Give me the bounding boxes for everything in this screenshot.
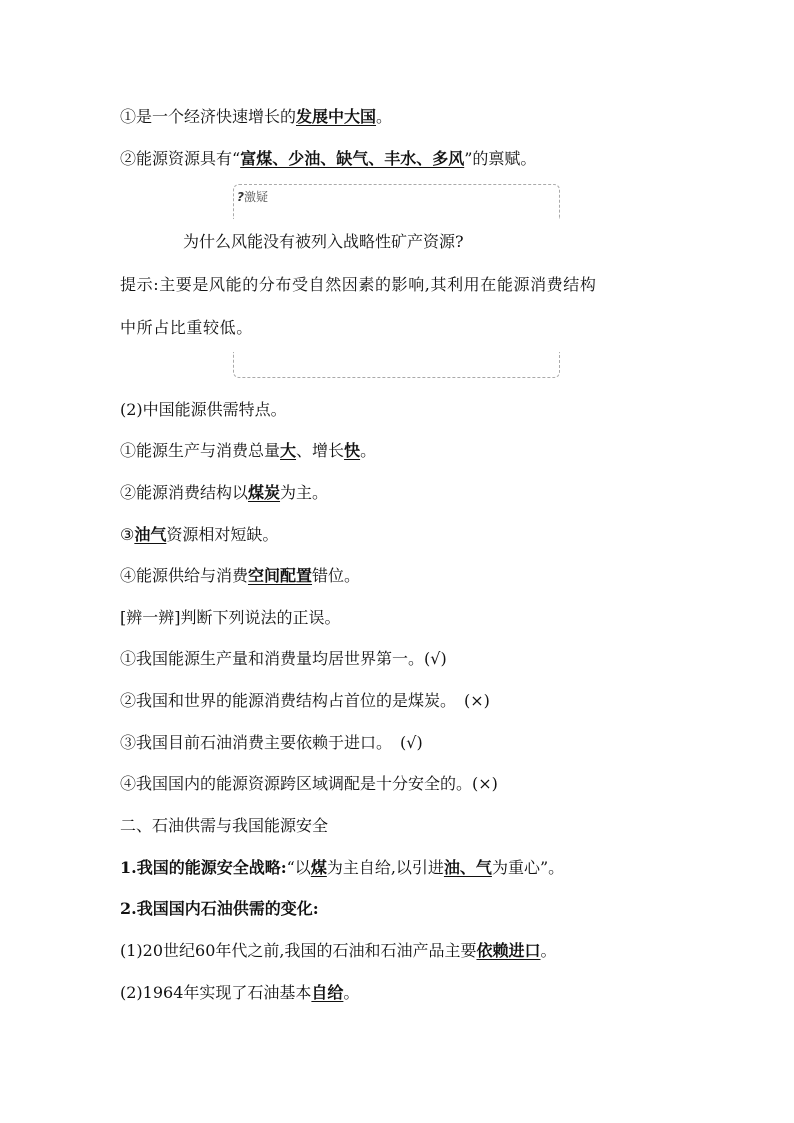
line-resource-endowment: ②能源资源具有“富煤、少油、缺气、丰水、多风”的禀赋。	[120, 149, 537, 168]
change-item-1: (1)20世纪60年代之前,我国的石油和石油产品主要依赖进口。	[120, 941, 557, 960]
key-term: 油气	[134, 525, 167, 544]
key-term: 空间配置	[248, 566, 313, 585]
point-1: ①能源生产与消费总量大、增长快。	[120, 441, 377, 460]
question-text: 为什么风能没有被列入战略性矿产资源?	[183, 232, 464, 251]
section-heading-oil: 二、石油供需与我国能源安全	[120, 816, 329, 835]
key-term: 快	[344, 441, 361, 460]
judge-item-1: ①我国能源生产量和消费量均居世界第一。(√)	[120, 649, 447, 668]
key-term: 煤炭	[248, 483, 281, 502]
key-term: 富煤、少油、缺气、丰水、多风	[240, 149, 465, 168]
judge-heading: [辨一辨]判断下列说法的正误。	[120, 608, 341, 627]
question-box-bottom	[233, 352, 560, 378]
question-mark-icon: ?	[237, 190, 244, 204]
key-term: 自给	[311, 983, 344, 1002]
question-box-top	[233, 184, 560, 219]
point-2: ②能源消费结构以煤炭为主。	[120, 483, 329, 502]
key-term: 大	[280, 441, 297, 460]
question-box-label: ?激疑	[237, 190, 268, 204]
change-item-2: (2)1964年实现了石油基本自给。	[120, 983, 360, 1002]
judge-item-3: ③我国目前石油消费主要依赖于进口。 (√)	[120, 733, 423, 752]
section-supply-demand: (2)中国能源供需特点。	[120, 400, 287, 419]
judge-item-2: ②我国和世界的能源消费结构占首位的是煤炭。 (×)	[120, 691, 490, 710]
line-developing-country: ①是一个经济快速增长的发展中大国。	[120, 107, 393, 126]
key-term: 煤	[310, 858, 327, 877]
key-term: 油、气	[443, 858, 492, 877]
hint-line-2: 中所占比重较低。	[120, 318, 253, 337]
strategy-line: 1.我国的能源安全战略:“以煤为主自给,以引进油、气为重心”。	[120, 858, 565, 877]
hint-line-1: 提示:主要是风能的分布受自然因素的影响,其利用在能源消费结构	[120, 275, 597, 294]
point-4: ④能源供给与消费空间配置错位。	[120, 566, 361, 585]
key-term: 依赖进口	[476, 941, 541, 960]
oil-change-heading: 2.我国国内石油供需的变化:	[120, 899, 319, 918]
point-3: ③油气资源相对短缺。	[120, 525, 279, 544]
key-term: 发展中大国	[296, 107, 377, 126]
judge-item-4: ④我国国内的能源资源跨区域调配是十分安全的。(×)	[120, 774, 498, 793]
